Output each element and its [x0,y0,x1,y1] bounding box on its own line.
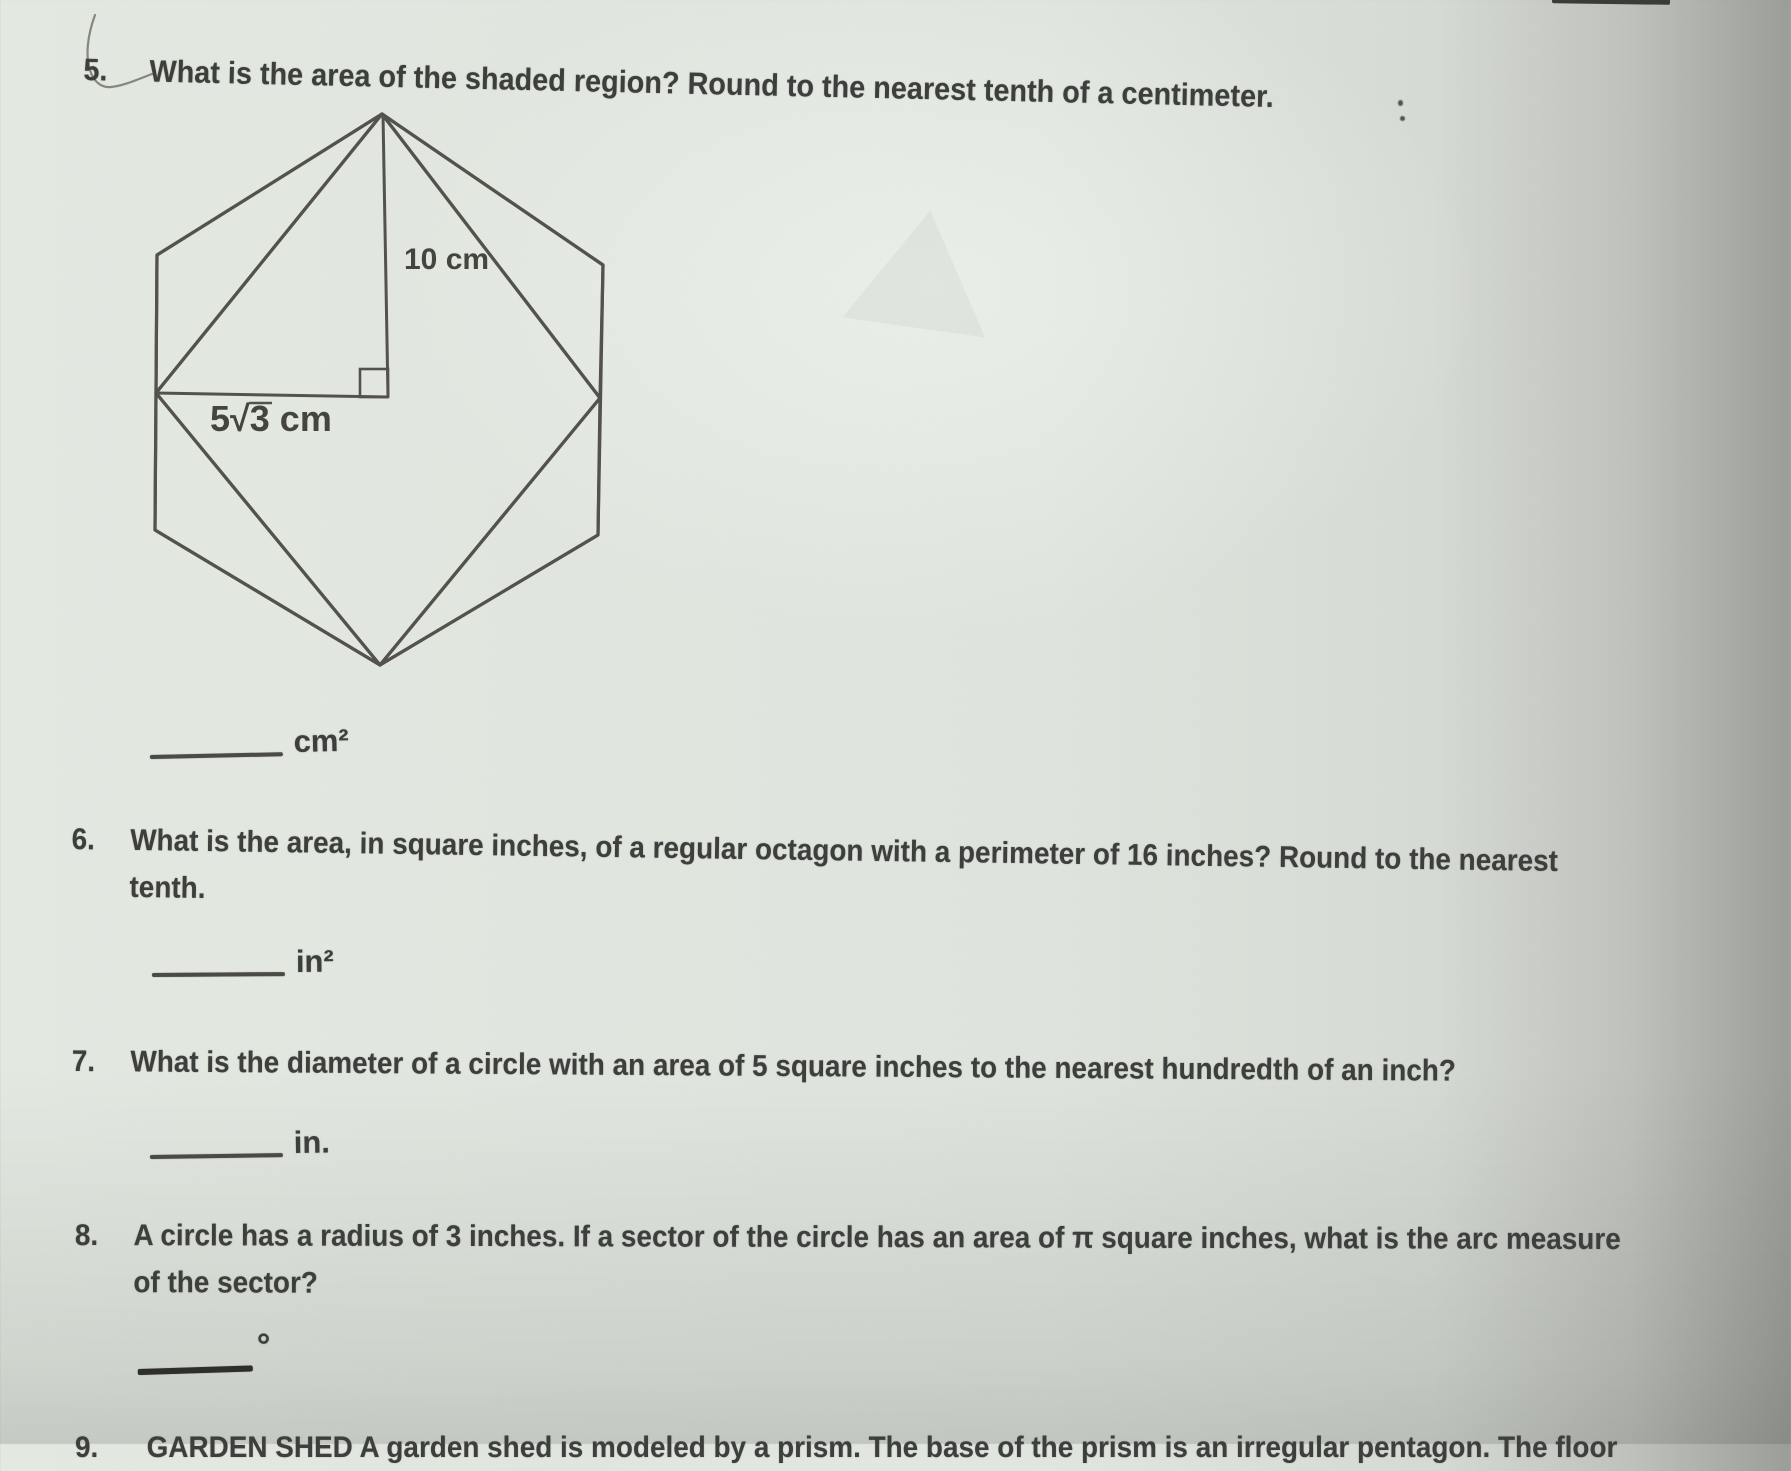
answer-line [152,972,285,977]
inscribed-square [156,114,600,665]
height-label: 10 cm [404,243,490,276]
problem-6-number: 6. [71,822,96,857]
answer-unit-5: cm² [293,722,350,759]
problem-5-number: 5. [83,51,108,88]
answer-line [150,1153,283,1159]
answer-unit-8-degree: ° [256,1326,272,1366]
problem-9-text: A garden shed is modeled by a prism. The base of the prism is an irregular pentagon. The floor [359,1431,1618,1464]
apothem-segment [156,393,388,397]
answer-line [150,752,283,759]
problem-9-number: 9. [75,1431,99,1464]
answer-unit-6: in² [295,943,334,979]
answer-line [138,1365,253,1375]
problem-9-bold-label: GARDEN SHED [146,1431,353,1464]
photo-speck [1398,100,1403,106]
problem-7-text: What is the diameter of a circle with an area of 5 square inches to the nearest hundredth of an inch? [130,1045,1457,1088]
answer-blank-6 [152,933,334,980]
hexagon-outline [155,114,603,665]
photo-edge-dark-bar [1552,0,1670,5]
problem-8-text-line1: A circle has a radius of 3 inches. If a sector of the circle has an area of π square inches, what is the arc measure [133,1219,1621,1257]
photo-speck [1400,116,1405,121]
problem-8-number: 8. [74,1219,99,1253]
problem-7 [72,1038,1456,1095]
height-segment [383,115,388,397]
problem-6 [71,816,1559,932]
right-angle-marker [360,369,388,397]
problem-6-text-line1: What is the area, in square inches, of a regular octagon with a perimeter of 16 inches? Round to the nearest [129,823,1559,879]
answer-blank-5 [149,712,349,762]
problem-5-text: What is the area of the shaded region? Round to the nearest tenth of a centimeter. [149,53,1275,115]
photo-smudge [842,201,1001,338]
answer-blank-8 [137,1328,272,1378]
problem-8-text-line2: of the sector? [133,1266,318,1300]
problem-9-partial [75,1424,1733,1471]
hexagon-figure [120,95,640,695]
problem-8 [75,1212,1621,1310]
base-label: 5√3 cm [210,398,332,439]
answer-unit-7: in. [293,1124,331,1160]
problem-6-text-line2: tenth. [129,870,206,905]
answer-blank-7 [149,1113,330,1162]
problem-7-number: 7. [71,1044,96,1079]
